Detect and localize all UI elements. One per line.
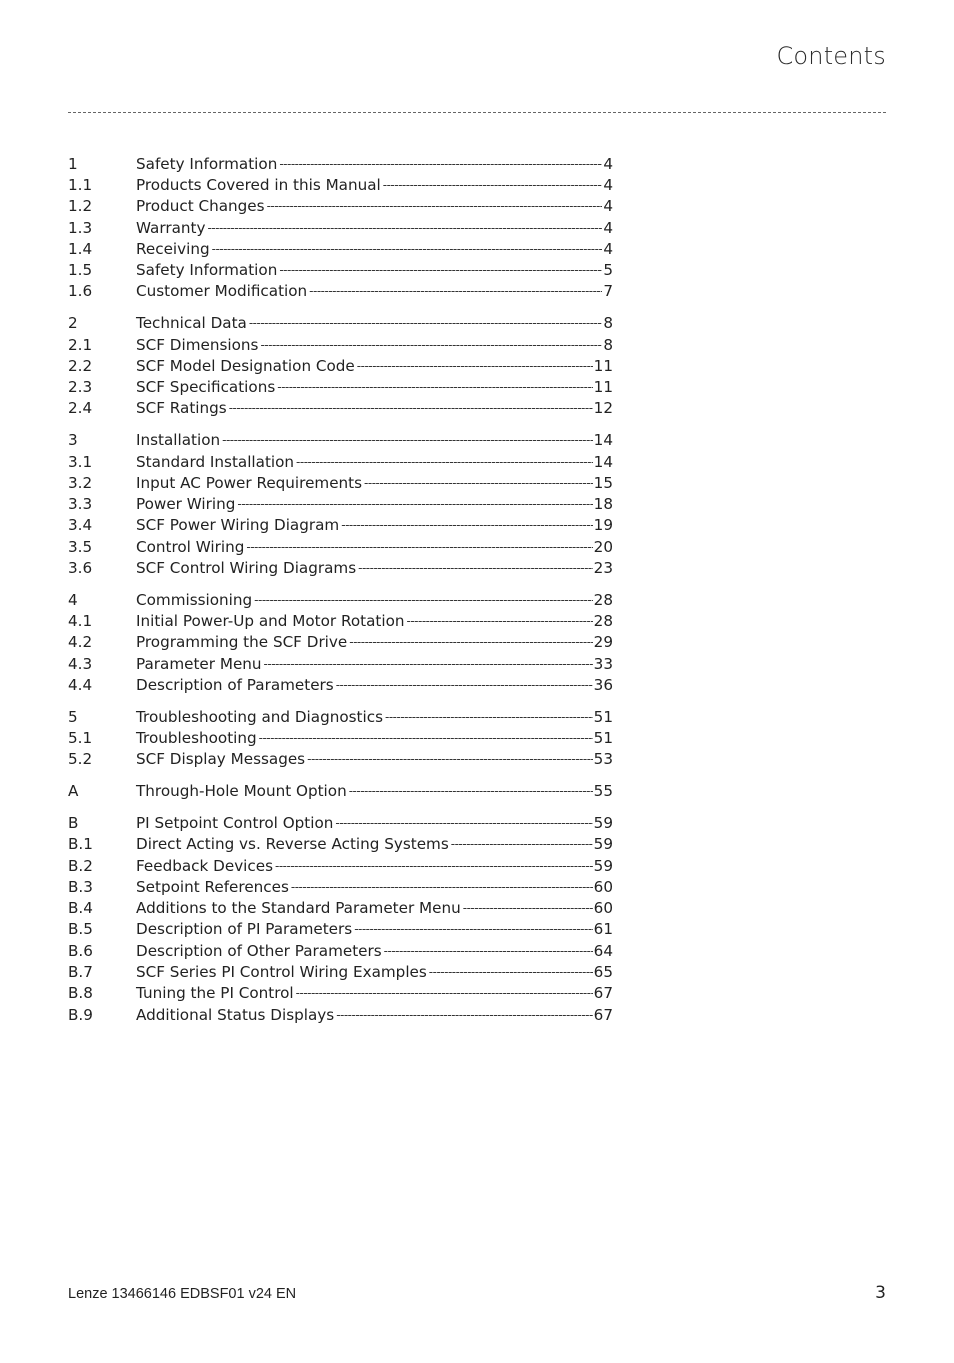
toc-entry-page: 59	[593, 813, 613, 832]
toc-entry[interactable]	[68, 355, 613, 376]
toc-entry-label: Power Wiring	[136, 495, 236, 514]
toc-entry-label: Additional Status Displays	[136, 1005, 335, 1024]
toc-entry-label: Input AC Power Requirements	[136, 473, 363, 492]
toc-entry-label: Parameter Menu	[136, 654, 262, 673]
toc-entry[interactable]	[68, 472, 613, 493]
toc-entry-page: 53	[593, 750, 613, 769]
toc-entry-label: Troubleshooting and Diagnostics	[136, 707, 383, 726]
toc-section	[68, 781, 613, 802]
toc-leader-dashes	[291, 880, 593, 894]
toc-entry-number: 2.1	[68, 335, 93, 354]
toc-entry[interactable]	[68, 653, 613, 674]
toc-entry[interactable]	[68, 961, 613, 982]
toc-entry-page: 64	[593, 941, 613, 960]
toc-entry-number: 3.1	[68, 452, 93, 471]
toc-section	[68, 706, 613, 770]
toc-entry-page: 67	[593, 1005, 613, 1024]
toc-entry-label: Commissioning	[136, 590, 253, 609]
toc-leader-dashes	[275, 859, 593, 873]
toc-leader-dashes	[364, 476, 593, 490]
toc-entry-page: 59	[593, 856, 613, 875]
toc-entry-page: 23	[593, 558, 613, 577]
toc-entry-label: Installation	[136, 431, 221, 450]
toc-entry[interactable]	[68, 334, 613, 355]
toc-entry[interactable]	[68, 610, 613, 631]
toc-entry-label: Feedback Devices	[136, 856, 274, 875]
toc-entry-number: 4.1	[68, 612, 93, 631]
toc-entry-page: 29	[593, 633, 613, 652]
toc-entry[interactable]	[68, 898, 613, 919]
toc-entry[interactable]	[68, 259, 613, 280]
toc-entry-label: SCF Control Wiring Diagrams	[136, 558, 357, 577]
toc-entry-number: 3	[68, 431, 78, 450]
toc-entry-page: 55	[593, 782, 613, 801]
toc-entry[interactable]	[68, 313, 613, 334]
toc-entry-number: 4	[68, 590, 78, 609]
toc-entry-number: 1.3	[68, 218, 93, 237]
toc-entry[interactable]	[68, 781, 613, 802]
toc-entry-number: B.4	[68, 899, 93, 918]
toc-entry-number: B.2	[68, 856, 93, 875]
toc-entry-page: 60	[593, 899, 613, 918]
toc-entry-label: Standard Installation	[136, 452, 295, 471]
toc-entry-number: 1	[68, 154, 78, 173]
toc-entry-number: 2	[68, 314, 78, 333]
toc-entry-number: B.9	[68, 1005, 93, 1024]
toc-leader-dashes	[279, 157, 602, 171]
toc-entry-label: Additions to the Standard Parameter Menu	[136, 899, 461, 918]
toc-entry-label: SCF Model Designation Code	[136, 356, 355, 375]
toc-entry-label: Troubleshooting	[136, 729, 257, 748]
toc-entry-label: SCF Specifications	[136, 378, 276, 397]
toc-entry[interactable]	[68, 674, 613, 695]
table-of-contents	[68, 153, 613, 1036]
toc-entry-number: B.6	[68, 941, 93, 960]
toc-leader-dashes	[307, 752, 593, 766]
toc-entry-label: SCF Ratings	[136, 399, 227, 418]
toc-entry-page: 4	[603, 239, 613, 258]
toc-entry[interactable]	[68, 749, 613, 770]
toc-entry-label: SCF Display Messages	[136, 750, 306, 769]
toc-entry-page: 18	[593, 495, 613, 514]
toc-entry-number: 3.2	[68, 473, 93, 492]
toc-leader-dashes	[357, 359, 593, 373]
toc-entry[interactable]	[68, 706, 613, 727]
toc-entry-page: 51	[593, 729, 613, 748]
toc-entry[interactable]	[68, 196, 613, 217]
toc-leader-dashes	[249, 316, 603, 330]
toc-entry-number: 1.4	[68, 239, 93, 258]
toc-entry-number: 5.1	[68, 729, 93, 748]
toc-entry-label: SCF Series PI Control Wiring Examples	[136, 963, 427, 982]
toc-leader-dashes	[212, 242, 603, 256]
toc-entry-label: Product Changes	[136, 197, 265, 216]
toc-entry-number: B.5	[68, 920, 93, 939]
toc-leader-dashes	[229, 401, 593, 415]
toc-entry-number: 2.2	[68, 356, 93, 375]
toc-section	[68, 153, 613, 302]
toc-leader-dashes	[335, 816, 592, 830]
toc-entry-page: 4	[603, 154, 613, 173]
toc-entry[interactable]	[68, 855, 613, 876]
toc-leader-dashes	[407, 614, 593, 628]
toc-entry-page: 36	[593, 675, 613, 694]
toc-entry-label: Safety Information	[136, 154, 278, 173]
toc-leader-dashes	[451, 837, 593, 851]
toc-entry-page: 8	[603, 335, 613, 354]
toc-entry[interactable]	[68, 557, 613, 578]
toc-leader-dashes	[383, 178, 603, 192]
toc-entry-label: Technical Data	[136, 314, 247, 333]
toc-leader-dashes	[309, 284, 602, 298]
toc-leader-dashes	[296, 455, 593, 469]
toc-entry-page: 11	[593, 378, 613, 397]
toc-section	[68, 430, 613, 579]
toc-leader-dashes	[341, 518, 592, 532]
toc-entry[interactable]	[68, 632, 613, 653]
toc-entry-label: Warranty	[136, 218, 206, 237]
toc-entry-page: 12	[593, 399, 613, 418]
toc-leader-dashes	[259, 731, 593, 745]
toc-entry-label: Direct Acting vs. Reverse Acting Systems	[136, 835, 449, 854]
toc-entry[interactable]	[68, 238, 613, 259]
toc-entry[interactable]	[68, 376, 613, 397]
toc-entry-page: 4	[603, 197, 613, 216]
toc-leader-dashes	[296, 986, 593, 1000]
toc-entry-number: 4.2	[68, 633, 93, 652]
toc-entry-page: 15	[593, 473, 613, 492]
toc-entry[interactable]	[68, 174, 613, 195]
toc-entry-label: Setpoint References	[136, 877, 289, 896]
toc-entry[interactable]	[68, 493, 613, 514]
toc-entry-page: 4	[603, 218, 613, 237]
footer-page-number: 3	[875, 1283, 886, 1303]
toc-leader-dashes	[429, 965, 593, 979]
toc-entry[interactable]	[68, 589, 613, 610]
toc-entry-number: B.3	[68, 877, 93, 896]
toc-entry[interactable]	[68, 876, 613, 897]
toc-entry-number: B.1	[68, 835, 93, 854]
toc-leader-dashes	[354, 922, 592, 936]
toc-entry-label: Description of PI Parameters	[136, 920, 353, 939]
toc-entry-number: 4.3	[68, 654, 93, 673]
toc-entry-number: B.8	[68, 984, 93, 1003]
page-title: Contents	[776, 42, 886, 70]
header-divider	[68, 112, 886, 113]
toc-entry[interactable]	[68, 281, 613, 302]
toc-entry-label: PI Setpoint Control Option	[136, 813, 334, 832]
toc-entry-number: 2.3	[68, 378, 93, 397]
toc-leader-dashes	[463, 901, 593, 915]
toc-entry-number: 5	[68, 707, 78, 726]
toc-leader-dashes	[260, 338, 602, 352]
toc-entry-number: 1.1	[68, 175, 93, 194]
toc-entry-page: 67	[593, 984, 613, 1003]
toc-entry-label: Control Wiring	[136, 537, 245, 556]
toc-leader-dashes	[336, 678, 593, 692]
toc-entry[interactable]	[68, 919, 613, 940]
toc-entry[interactable]	[68, 217, 613, 238]
toc-entry-number: 4.4	[68, 675, 93, 694]
toc-entry-number: 1.6	[68, 282, 93, 301]
toc-entry-label: Initial Power-Up and Motor Rotation	[136, 612, 405, 631]
toc-entry-number: A	[68, 782, 79, 801]
toc-leader-dashes	[267, 199, 603, 213]
toc-entry-page: 7	[603, 282, 613, 301]
toc-entry-number: 5.2	[68, 750, 93, 769]
toc-entry-label: Description of Parameters	[136, 675, 334, 694]
toc-entry-label: Safety Information	[136, 261, 278, 280]
toc-entry[interactable]	[68, 430, 613, 451]
toc-entry-number: 3.3	[68, 495, 93, 514]
toc-entry-number: 1.2	[68, 197, 93, 216]
toc-entry-page: 11	[593, 356, 613, 375]
toc-entry-page: 51	[593, 707, 613, 726]
toc-section	[68, 313, 613, 419]
toc-entry-number: B.7	[68, 963, 93, 982]
toc-entry-page: 19	[593, 516, 613, 535]
toc-entry-page: 28	[593, 590, 613, 609]
toc-leader-dashes	[384, 944, 593, 958]
toc-entry-label: Customer Modification	[136, 282, 308, 301]
toc-leader-dashes	[222, 433, 593, 447]
toc-entry-page: 61	[593, 920, 613, 939]
toc-entry-label: SCF Dimensions	[136, 335, 259, 354]
toc-entry-page: 60	[593, 877, 613, 896]
toc-entry-number: B	[68, 813, 79, 832]
toc-entry-page: 8	[603, 314, 613, 333]
toc-entry[interactable]	[68, 812, 613, 833]
toc-entry[interactable]	[68, 834, 613, 855]
toc-entry[interactable]	[68, 515, 613, 536]
toc-leader-dashes	[349, 635, 592, 649]
toc-entry-label: Description of Other Parameters	[136, 941, 382, 960]
toc-entry[interactable]	[68, 940, 613, 961]
toc-entry[interactable]	[68, 727, 613, 748]
toc-leader-dashes	[336, 1008, 592, 1022]
toc-entry-page: 65	[593, 963, 613, 982]
toc-entry-number: 3.5	[68, 537, 93, 556]
toc-entry[interactable]	[68, 983, 613, 1004]
toc-entry-page: 4	[603, 175, 613, 194]
toc-entry-page: 28	[593, 612, 613, 631]
toc-entry-label: Tuning the PI Control	[136, 984, 294, 1003]
toc-entry-label: SCF Power Wiring Diagram	[136, 516, 340, 535]
toc-entry-label: Products Covered in this Manual	[136, 175, 381, 194]
toc-entry-page: 14	[593, 452, 613, 471]
toc-entry-number: 1.5	[68, 261, 93, 280]
toc-entry-page: 20	[593, 537, 613, 556]
toc-entry-page: 33	[593, 654, 613, 673]
toc-section	[68, 589, 613, 695]
toc-entry-number: 2.4	[68, 399, 93, 418]
toc-entry-number: 3.6	[68, 558, 93, 577]
toc-section	[68, 812, 613, 1025]
toc-leader-dashes	[358, 561, 593, 575]
toc-entry-page: 5	[603, 261, 613, 280]
toc-entry[interactable]	[68, 398, 613, 419]
toc-entry-page: 14	[593, 431, 613, 450]
toc-leader-dashes	[237, 497, 592, 511]
toc-entry[interactable]	[68, 536, 613, 557]
toc-entry-label: Programming the SCF Drive	[136, 633, 348, 652]
footer-document-id: Lenze 13466146 EDBSF01 v24 EN	[68, 1286, 297, 1302]
toc-leader-dashes	[279, 263, 602, 277]
toc-leader-dashes	[207, 221, 602, 235]
toc-entry[interactable]	[68, 1004, 613, 1025]
toc-entry-label: Receiving	[136, 239, 210, 258]
toc-entry[interactable]	[68, 153, 613, 174]
toc-leader-dashes	[246, 540, 592, 554]
toc-entry-number: 3.4	[68, 516, 93, 535]
toc-leader-dashes	[254, 593, 593, 607]
toc-entry-label: Through-Hole Mount Option	[136, 782, 347, 801]
toc-entry-page: 59	[593, 835, 613, 854]
toc-leader-dashes	[349, 784, 593, 798]
toc-entry[interactable]	[68, 451, 613, 472]
toc-leader-dashes	[264, 657, 593, 671]
toc-leader-dashes	[385, 710, 593, 724]
toc-leader-dashes	[277, 380, 592, 394]
